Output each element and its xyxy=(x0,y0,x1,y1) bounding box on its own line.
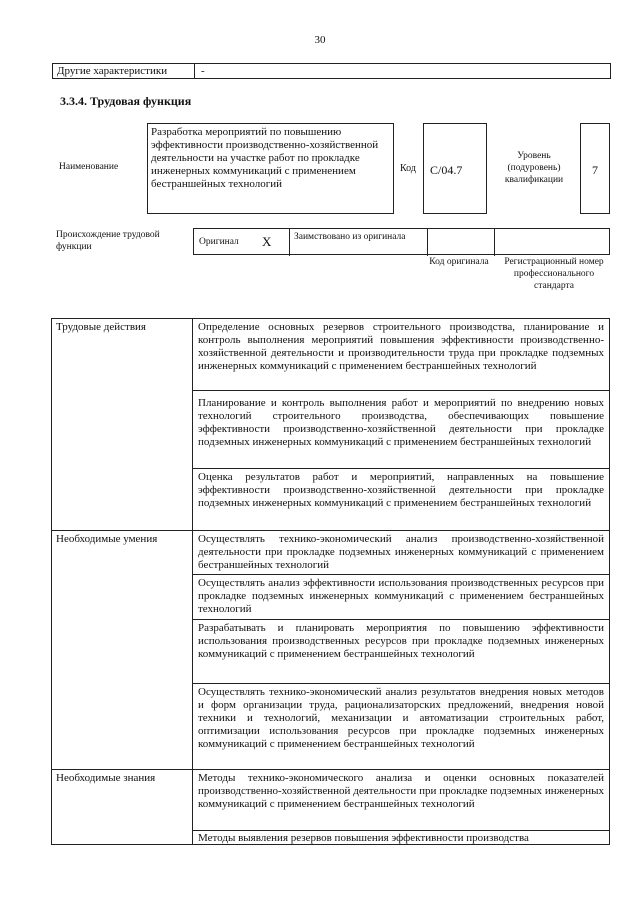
origin-row xyxy=(193,228,610,255)
borrowed-cell xyxy=(290,229,428,256)
labor-action-1: Определение основных резервов строительного производства, планирование и контроль выполнения мероприятий повышения эффективности производственно-хозяйственной деятельности и производительности труда при прокладке подземных инженерных коммуникаций с применением бестраншейных технологий xyxy=(198,321,604,372)
level-label: Уровень (подуровень) квалификации xyxy=(504,151,564,185)
skills-label: Необходимые умения xyxy=(56,533,158,545)
labor-action-2: Планирование и контроль выполнения работ и мероприятий по внедрению новых технологий строительного производства, обеспечивающих повышение эффективности производственно-хозяйственной деятельности при прокладке подземных инженерных коммуникаций с применением бестраншейных технологий xyxy=(198,397,604,448)
page-number: 30 xyxy=(314,34,326,46)
skill-3: Разрабатывать и планировать мероприятия по повышению эффективности использования производственных ресурсов при прокладке подземных инженерных коммуникаций с применением бестраншейных технологий xyxy=(198,622,604,660)
origin-label: Происхождение трудовой функции xyxy=(56,230,160,252)
qualification-level: 7 xyxy=(580,123,610,214)
skill-4: Осуществлять технико-экономический анализ результатов внедрения новых методов и форм организации труда, рационализаторских предложений, внедрения новой техники и технологий, механизации и автоматизации строительных работ, оптимизации использования ресурсов при прокладке подземных инженерных коммуникаций с применением бестраншейных технологий xyxy=(198,686,604,750)
skill-1: Осуществлять технико-экономический анализ производственно-хозяйственной деятельности при прокладке подземных инженерных коммуникаций с применением бестраншейных технологий xyxy=(198,533,604,571)
function-name: Разработка мероприятий по повышению эффективности производственно-хозяйственной деятельности на участке работ по прокладке инженерных коммуникаций с применением бестраншейных технологий xyxy=(147,123,394,214)
section-title: 3.3.4. Трудовая функция xyxy=(60,94,192,108)
original-label: Оригинал xyxy=(199,237,239,247)
knowledge-2: Методы выявления резервов повышения эффективности производства xyxy=(198,832,529,844)
labor-action-3: Оценка результатов работ и мероприятий, направленных на повышение эффективности производственно-хозяйственной деятельности при прокладке подземных инженерных коммуникаций с применением бестраншейных технологий xyxy=(198,471,604,509)
reg-number-caption: Регистрационный номер профессионального стандарта xyxy=(504,257,604,291)
knowledge-label: Необходимые знания xyxy=(56,772,156,784)
other-characteristics-row xyxy=(52,63,611,79)
original-cell xyxy=(194,229,290,256)
other-characteristics-label: Другие характеристики xyxy=(53,64,195,78)
code-original-caption: Код оригинала xyxy=(429,257,489,267)
name-label: Наименование xyxy=(59,162,119,172)
knowledge-1: Методы технико-экономического анализа и оценки основных показателей производственно-хозяйственной деятельности при прокладке подземных инженерных коммуникаций с применением бестраншейных технологий xyxy=(198,772,604,810)
function-code: C/04.7 xyxy=(423,123,487,214)
original-mark: X xyxy=(262,234,272,249)
reg-number-cell xyxy=(495,229,611,256)
function-details-table xyxy=(51,318,610,845)
other-characteristics-value: - xyxy=(201,65,205,77)
original-code-cell xyxy=(428,229,495,256)
skill-2: Осуществлять анализ эффективности использования производственных ресурсов при прокладке подземных инженерных коммуникаций с применением бестраншейных технологий xyxy=(198,577,604,615)
labor-actions-label: Трудовые действия xyxy=(56,321,146,333)
borrowed-label: Заимствовано из оригинала xyxy=(294,232,406,242)
code-label: Код xyxy=(400,163,416,174)
